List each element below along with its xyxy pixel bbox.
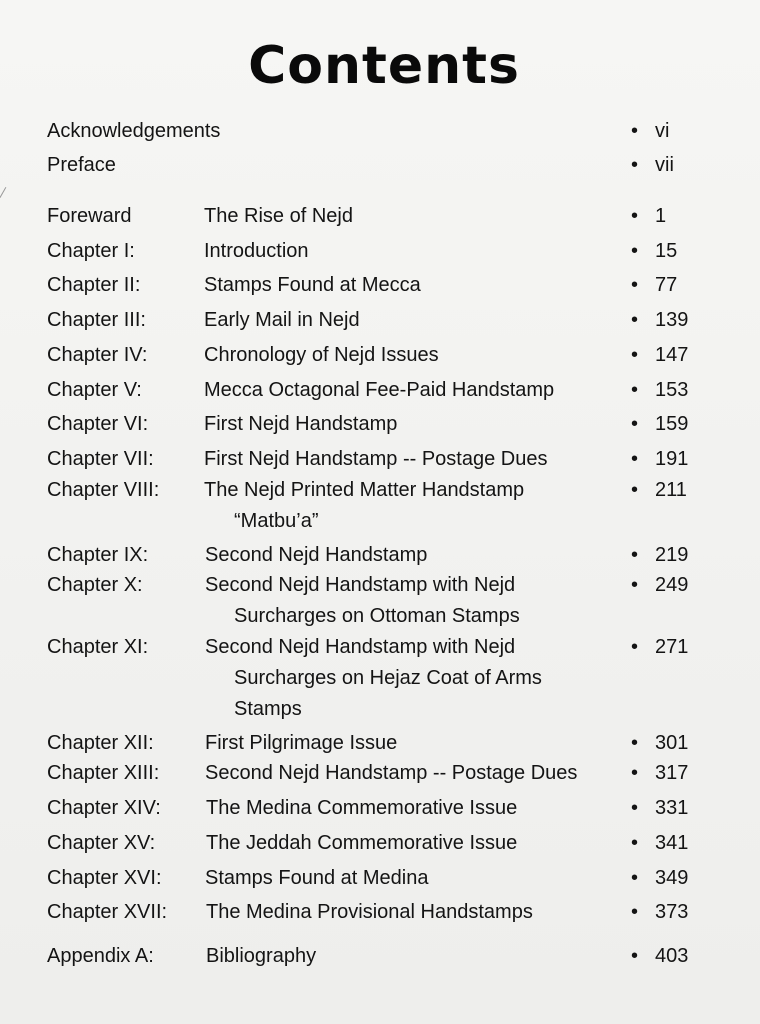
toc-entry-page: 271	[655, 636, 689, 658]
toc-entry-title: First Nejd Handstamp	[204, 413, 398, 435]
toc-entry-label: Chapter XII:	[47, 732, 154, 754]
toc-entry-page: 349	[655, 867, 689, 889]
toc-entry-label: Chapter XIV:	[47, 797, 161, 819]
toc-entry-label: Preface	[47, 154, 116, 176]
toc-entry-page: 341	[655, 832, 689, 854]
leader-bullet: •	[631, 448, 639, 470]
toc-entry-label: Chapter XVI:	[47, 867, 162, 889]
toc-entry-page: vi	[655, 120, 670, 142]
leader-bullet: •	[631, 832, 639, 854]
leader-bullet: •	[631, 120, 639, 142]
toc-entry-title: Mecca Octagonal Fee-Paid Handstamp	[204, 379, 555, 401]
leader-bullet: •	[631, 344, 639, 366]
toc-entry-title: Introduction	[204, 240, 309, 262]
toc-entry-page: 317	[655, 762, 689, 784]
paper-mark	[0, 187, 12, 201]
toc-entry-page: 15	[655, 240, 678, 262]
toc-entry-label: Chapter V:	[47, 379, 142, 401]
toc-entry-label: Chapter XV:	[47, 832, 156, 854]
leader-bullet: •	[631, 762, 639, 784]
toc-entry-page: 159	[655, 413, 689, 435]
toc-entry-title: First Pilgrimage Issue	[205, 732, 398, 754]
toc-entry-page: 1	[655, 205, 667, 227]
toc-entry-label: Foreward	[47, 205, 132, 227]
toc-entry-page: 249	[655, 574, 689, 596]
toc-entry-page: 331	[655, 797, 689, 819]
toc-entry-title: “Matbu’a”	[234, 510, 319, 532]
toc-entry-title: Bibliography	[206, 945, 317, 967]
toc-entry-label: Chapter XVII:	[47, 901, 168, 923]
toc-entry-page: 153	[655, 379, 689, 401]
page-title: Contents	[248, 36, 520, 96]
toc-entry-title: Stamps Found at Medina	[205, 867, 429, 889]
toc-entry-page: 219	[655, 544, 689, 566]
toc-entry-label: Chapter IX:	[47, 544, 149, 566]
toc-entry-page: vii	[655, 154, 674, 176]
toc-entry-label: Chapter XIII:	[47, 762, 160, 784]
leader-bullet: •	[631, 901, 639, 923]
toc-entry-title: Second Nejd Handstamp -- Postage Dues	[205, 762, 578, 784]
toc-entry-page: 77	[655, 274, 678, 296]
leader-bullet: •	[631, 732, 639, 754]
leader-bullet: •	[631, 205, 639, 227]
toc-entry-title: Stamps	[234, 698, 302, 720]
toc-entry-title: Second Nejd Handstamp with Nejd	[205, 574, 516, 596]
leader-bullet: •	[631, 479, 639, 501]
leader-bullet: •	[631, 274, 639, 296]
leader-bullet: •	[631, 636, 639, 658]
toc-entry-page: 147	[655, 344, 689, 366]
toc-entry-label: Chapter III:	[47, 309, 146, 331]
leader-bullet: •	[631, 945, 639, 967]
toc-entry-page: 191	[655, 448, 689, 470]
toc-entry-page: 211	[655, 479, 687, 501]
toc-entry-label: Chapter IV:	[47, 344, 148, 366]
toc-entry-label: Chapter I:	[47, 240, 135, 262]
leader-bullet: •	[631, 574, 639, 596]
leader-bullet: •	[631, 797, 639, 819]
leader-bullet: •	[631, 379, 639, 401]
leader-bullet: •	[631, 413, 639, 435]
toc-entry-label: Chapter VI:	[47, 413, 149, 435]
toc-entry-title: The Rise of Nejd	[204, 205, 353, 227]
toc-entry-page: 403	[655, 945, 689, 967]
toc-entry-label: Chapter X:	[47, 574, 143, 596]
toc-entry-title: Second Nejd Handstamp	[205, 544, 428, 566]
toc-entry-label: Appendix A:	[47, 945, 154, 967]
toc-entry-title: Chronology of Nejd Issues	[204, 344, 439, 366]
toc-entry-title: The Jeddah Commemorative Issue	[206, 832, 518, 854]
toc-entry-title: First Nejd Handstamp -- Postage Dues	[204, 448, 548, 470]
toc-entry-title: Second Nejd Handstamp with Nejd	[205, 636, 516, 658]
toc-entry-title: Early Mail in Nejd	[204, 309, 360, 331]
toc-entry-label: Chapter II:	[47, 274, 141, 296]
toc-entry-page: 139	[655, 309, 689, 331]
leader-bullet: •	[631, 154, 639, 176]
toc-entry-label: Acknowledgements	[47, 120, 221, 142]
leader-bullet: •	[631, 544, 639, 566]
leader-bullet: •	[631, 240, 639, 262]
toc-entry-page: 373	[655, 901, 689, 923]
toc-entry-title: The Medina Commemorative Issue	[206, 797, 518, 819]
toc-entry-title: The Medina Provisional Handstamps	[206, 901, 533, 923]
toc-entry-label: Chapter VIII:	[47, 479, 160, 501]
toc-entry-title: Stamps Found at Mecca	[204, 274, 421, 296]
leader-bullet: •	[631, 867, 639, 889]
toc-entry-label: Chapter VII:	[47, 448, 154, 470]
toc-entry-title: Surcharges on Hejaz Coat of Arms	[234, 667, 542, 689]
toc-entry-title: Surcharges on Ottoman Stamps	[234, 605, 520, 627]
toc-entry-title: The Nejd Printed Matter Handstamp	[204, 479, 525, 501]
toc-entry-label: Chapter XI:	[47, 636, 149, 658]
leader-bullet: •	[631, 309, 639, 331]
toc-entry-page: 301	[655, 732, 689, 754]
